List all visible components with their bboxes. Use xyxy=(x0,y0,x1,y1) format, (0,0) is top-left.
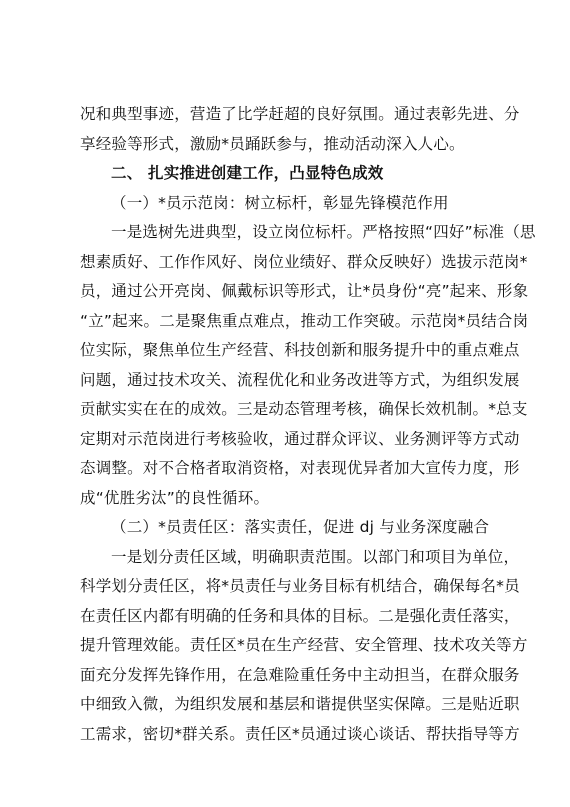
paragraph-line: 享经验等形式，激励*员踊跃参与，推动活动深入人心。 xyxy=(80,134,465,153)
subsection-heading: （二）*员责任区：落实责任，促进 dj 与业务深度融合 xyxy=(111,518,490,536)
section-heading: 二、 扎实推进创建工作，凸显特色成效 xyxy=(111,164,384,182)
paragraph-line: 况和典型事迹，营造了比学赶超的良好氛围。通过表彰先进、分 xyxy=(80,105,520,123)
paragraph-line: 想素质好、工作作风好、岗位业绩好、群众反映好）选拔示范岗* xyxy=(80,252,528,271)
paragraph-line: 一是划分责任区域，明确职责范围。以部门和项目为单位， xyxy=(111,547,520,566)
paragraph-line: 贡献实实在在的成效。三是动态管理考核，确保长效机制。*总支 xyxy=(80,400,528,418)
paragraph-line: 提升管理效能。责任区*员在生产经营、安全管理、技术攻关等方 xyxy=(80,636,528,654)
paragraph-line: 工需求，密切*群关系。责任区*员通过谈心谈话、帮扶指导等方 xyxy=(80,724,520,743)
paragraph-line: “立”起来。二是聚焦重点难点，推动工作突破。示范岗*员结合岗 xyxy=(80,311,529,330)
paragraph-line: 成“优胜劣汰”的良性循环。 xyxy=(80,488,270,507)
paragraph-line: 定期对示范岗进行考核验收，通过群众评议、业务测评等方式动 xyxy=(80,429,520,448)
paragraph-line: 员，通过公开亮岗、佩戴标识等形式，让*员身份“亮”起来、形象 xyxy=(80,282,529,300)
paragraph-line: 中细致入微，为组织发展和基层和谐提供坚实保障。三是贴近职 xyxy=(80,695,520,713)
paragraph-line: 一是选树先进典型，设立岗位标杆。严格按照“四好”标准（思 xyxy=(111,223,536,241)
paragraph-line: 位实际，聚焦单位生产经营、科技创新和服务提升中的重点难点 xyxy=(80,341,520,359)
subsection-heading: （一）*员示范岗：树立标杆，彰显先锋模范作用 xyxy=(111,193,449,212)
paragraph-line: 面充分发挥先锋作用，在急难险重任务中主动担当，在群众服务 xyxy=(80,665,520,684)
paragraph-line: 科学划分责任区，将*员责任与业务目标有机结合，确保每名*员 xyxy=(80,577,520,595)
document-body xyxy=(80,100,536,749)
paragraph-line: 在责任区内都有明确的任务和具体的目标。二是强化责任落实， xyxy=(80,606,520,625)
paragraph-line: 态调整。对不合格者取消资格，对表现优异者加大宣传力度，形 xyxy=(80,459,520,477)
paragraph-line: 问题，通过技术攻关、流程优化和业务改进等方式，为组织发展 xyxy=(80,370,520,389)
